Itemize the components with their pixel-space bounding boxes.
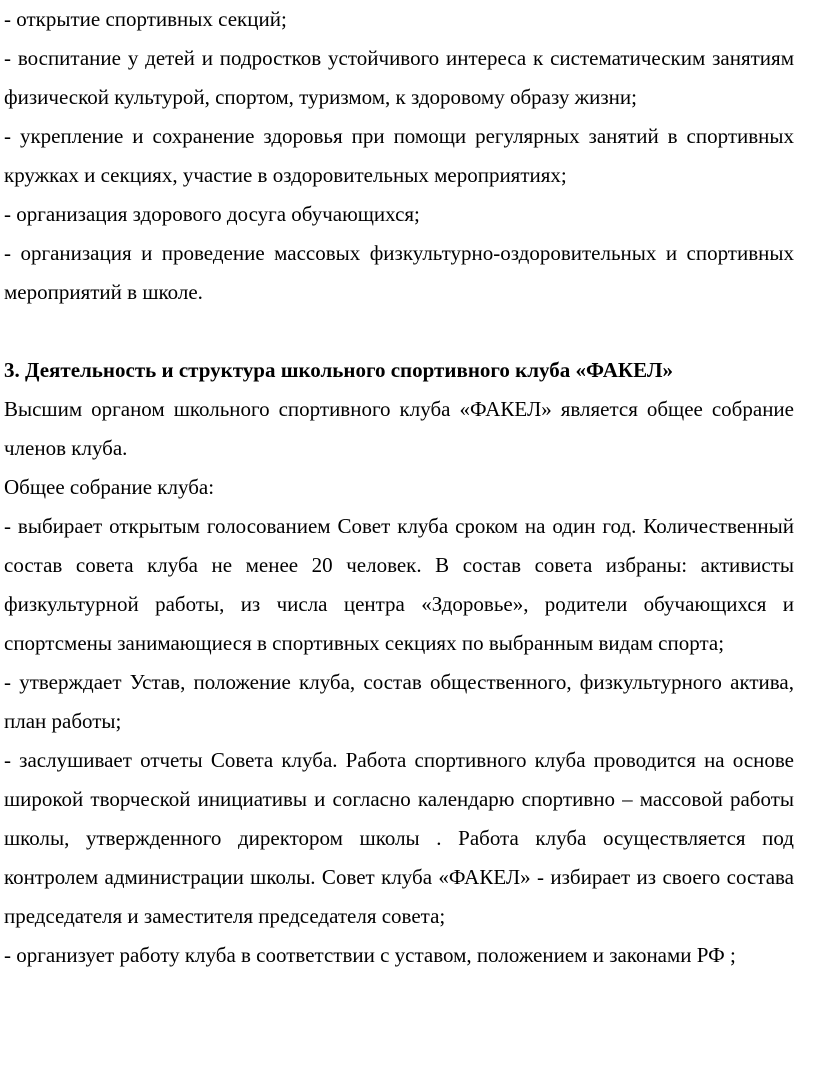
- paragraph-supreme-body: Высшим органом школьного спортивного клуба «ФАКЕЛ» является общее собрание членов клуба.: [4, 397, 794, 460]
- paragraph-organizes-work: - организует работу клуба в соответствии с уставом, положением и законами РФ ;: [4, 943, 736, 967]
- paragraph-hears-reports: - заслушивает отчеты Совета клуба. Работа спортивного клуба проводится на основе широкой творческой инициативы и согласно календарю спортивно – массовой работы школы, утвержденного директором школы . Работа клуба осуществляется под контролем администрации школы. Совет клуба «ФАКЕЛ» - избирает из своего состава председателя и заместителя председателя совета;: [4, 748, 794, 928]
- paragraph-leisure-organization: - организация здорового досуга обучающихся;: [4, 202, 420, 226]
- paragraph-approves-charter: - утверждает Устав, положение клуба, состав общественного, физкультурного актива, план работы;: [4, 670, 794, 733]
- paragraph-elects-council: - выбирает открытым голосованием Совет клуба сроком на один год. Количественный состав совета клуба не менее 20 человек. В состав совета избраны: активисты физкультурной работы, из числа центра «Здоровье», родители обучающихся и спортсмены занимающиеся в спортивных секциях по выбранным видам спорта;: [4, 514, 794, 655]
- section-spacer: [4, 312, 794, 351]
- paragraph-mass-events: - организация и проведение массовых физкультурно-оздоровительных и спортивных мероприятий в школе.: [4, 241, 794, 304]
- section-heading: 3. Деятельность и структура школьного спортивного клуба «ФАКЕЛ»: [4, 358, 674, 382]
- paragraph-health-strengthening: - укрепление и сохранение здоровья при помощи регулярных занятий в спортивных кружках и секциях, участие в оздоровительных мероприятиях;: [4, 124, 794, 187]
- paragraph-general-meeting: Общее собрание клуба:: [4, 475, 215, 499]
- paragraph-interest-education: - воспитание у детей и подростков устойчивого интереса к систематическим занятиям физической культурой, спортом, туризмом, к здоровому образу жизни;: [4, 46, 794, 109]
- paragraph-opening-sections: - открытие спортивных секций;: [4, 7, 287, 31]
